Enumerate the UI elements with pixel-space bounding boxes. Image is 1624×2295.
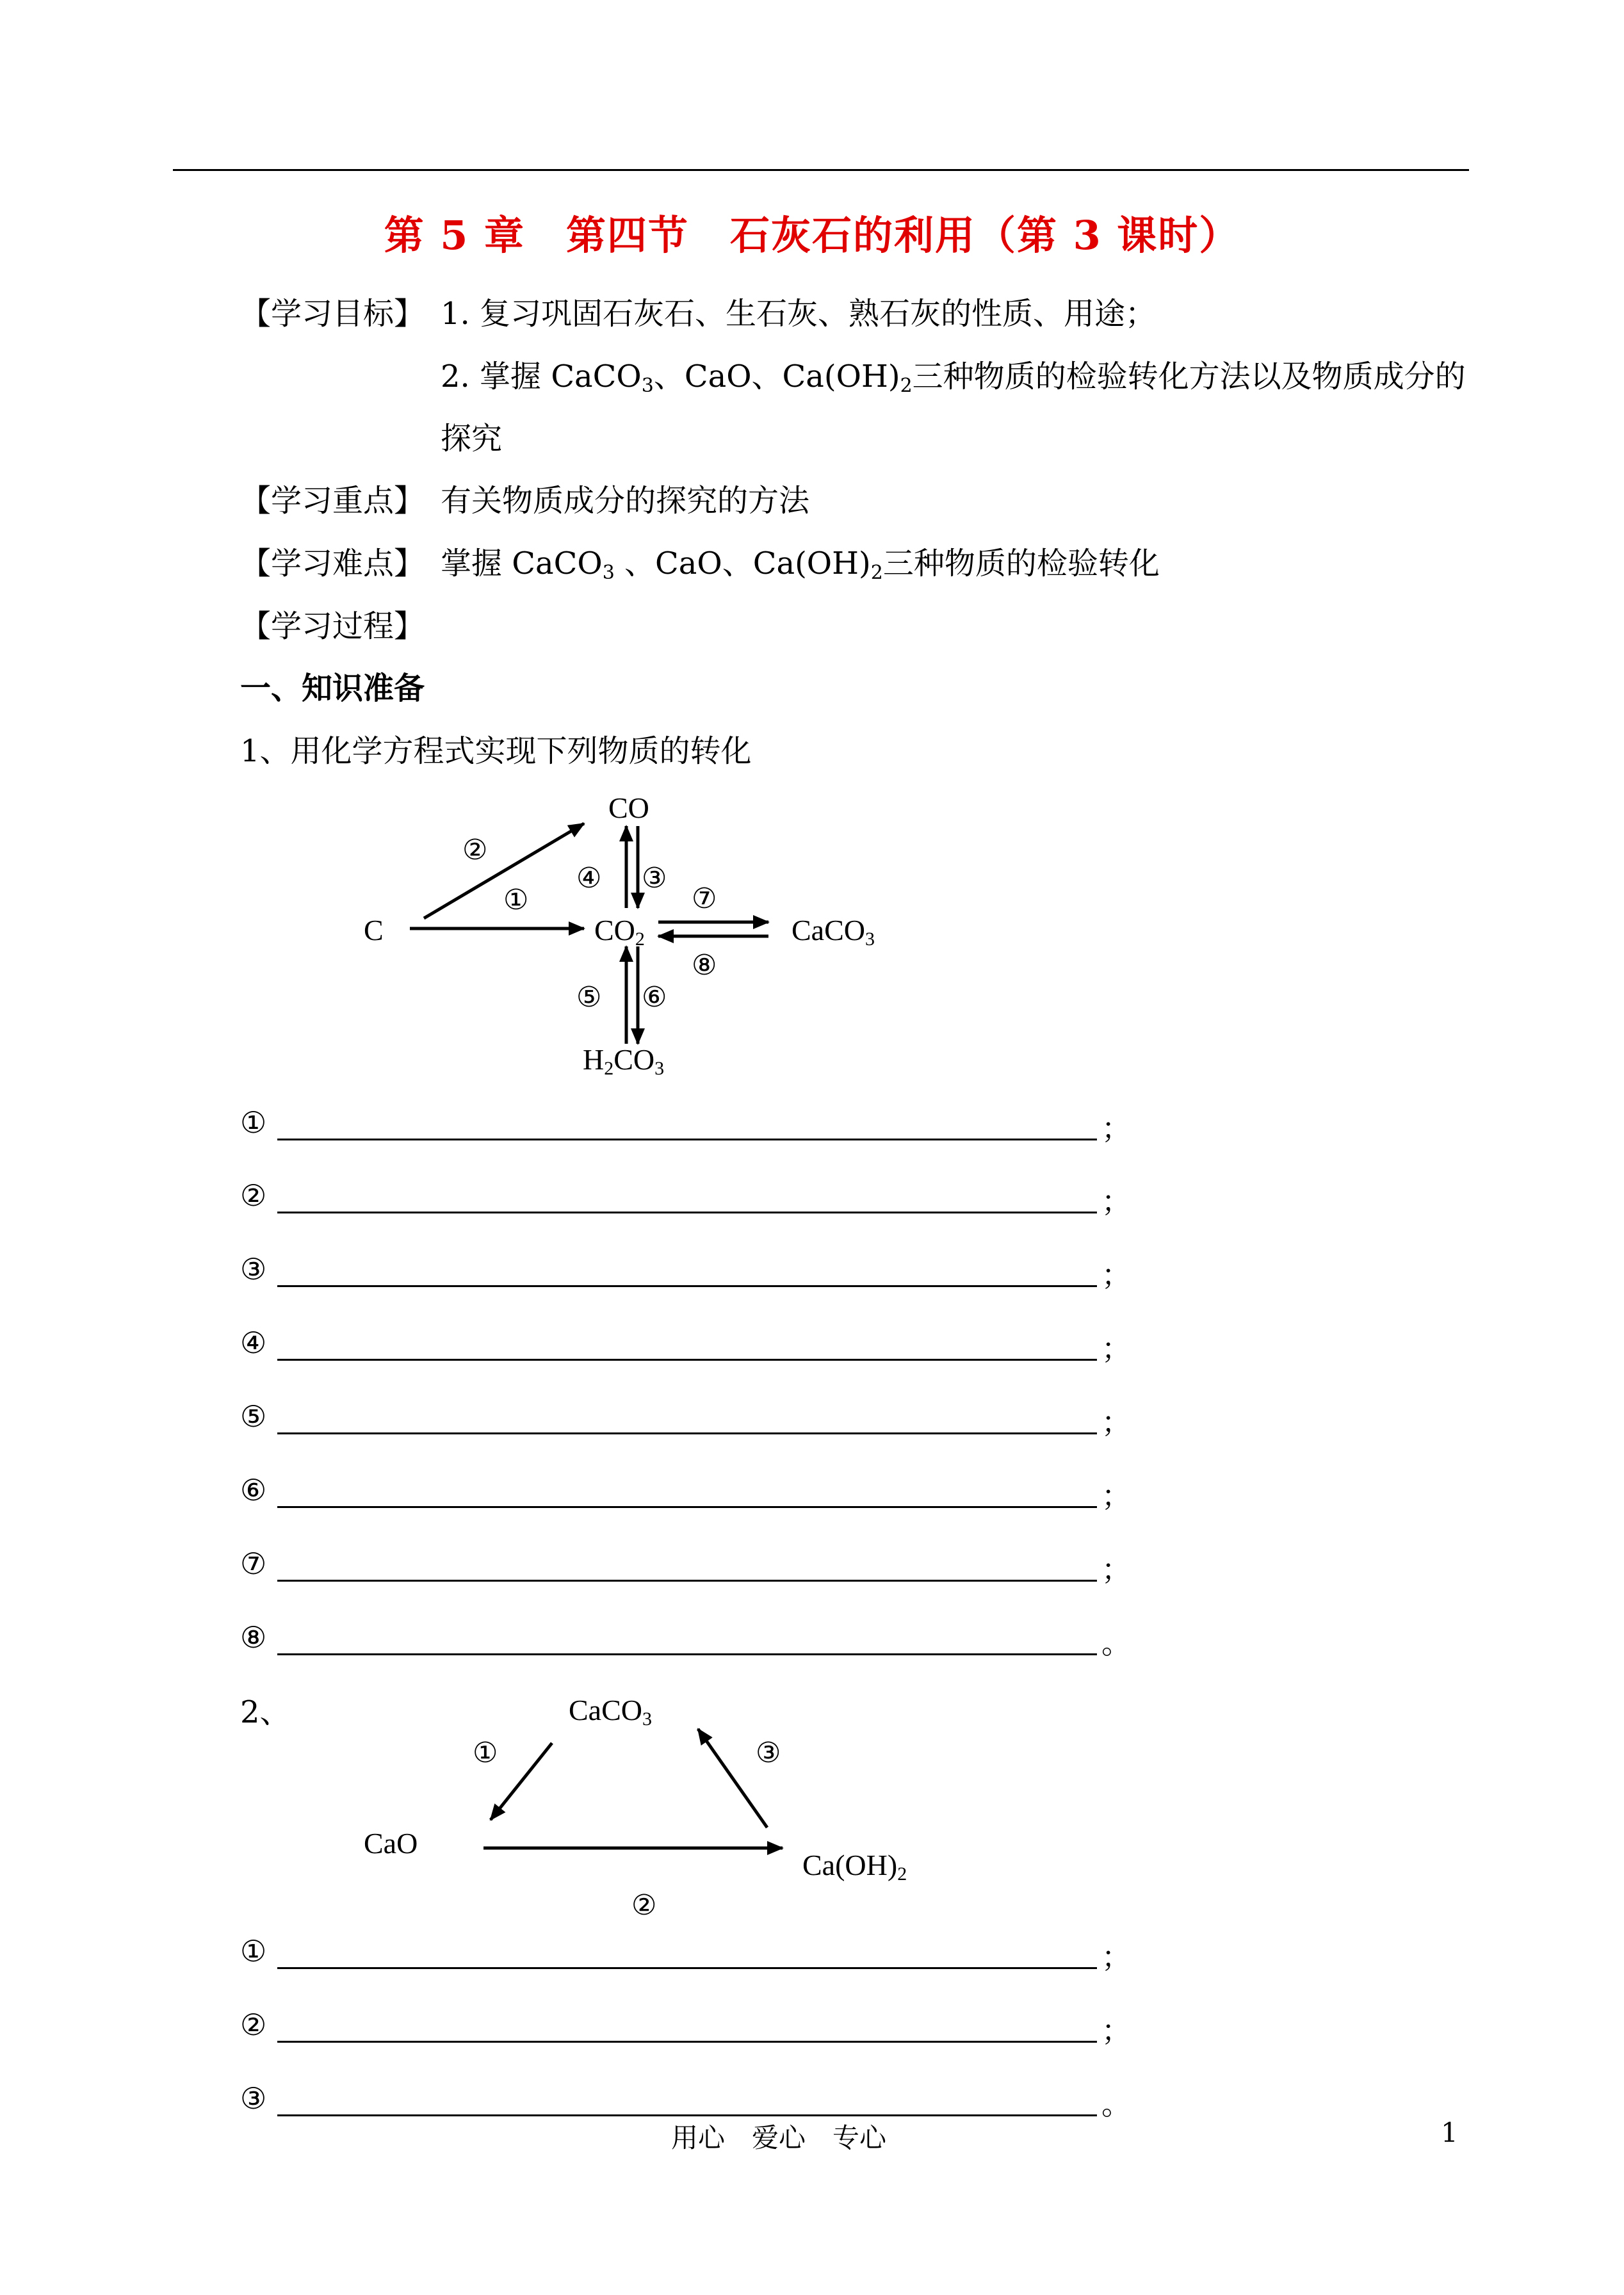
footer-motto: 用心 爱心 专心 [671,2122,887,2153]
answer-row: ② ； [240,2007,1131,2048]
arrow-q2-1-caco3-to-cao [491,1743,552,1820]
arrow-label-8: ⑧ [692,949,717,982]
page-number: 1 [1441,2117,1458,2148]
answer-row: ① ； [240,1105,1131,1146]
arrow-label-6: ⑥ [642,981,667,1014]
species-h2co3: $H_2CO_3$ [583,1043,665,1079]
arrow-label-4: ④ [576,862,602,895]
page-title: 第 5 章 第四节 石灰石的利用（第 3 课时） [384,212,1240,259]
answer-row: ⑥ ； [240,1473,1131,1513]
answer-row: ⑤ ； [240,1399,1131,1439]
q2-arrow-label-3: ③ [756,1737,781,1769]
answer-row: ④ ； [240,1326,1131,1366]
q2-species-caco3: CaCO$_3$ [569,1694,652,1730]
q2-arrow-label-2: ② [631,1889,657,1922]
objective-item-2: 2. 掌握 CaCO$_3$、CaO、$Ca(OH)_2$三种物质的检验转化方法以及物质成分的 [441,359,1466,397]
species-co2: $CO_2$ [594,914,645,950]
arrow-label-5: ⑤ [576,981,602,1014]
section-heading: 一、知识准备 [240,670,425,706]
objectives-label: 【学习目标】 [240,296,425,332]
answer-row: ⑧ 。 [240,1620,1131,1660]
difficulty-text: 掌握 CaCO$_3$ 、CaO、$Ca(OH)_2$三种物质的检验转化 [441,546,1160,584]
objective-item-1: 1. 复习巩固石灰石、生石灰、熟石灰的性质、用途； [441,296,1157,332]
question-1-prompt: 1、用化学方程式实现下列物质的转化 [240,733,752,769]
q2-species-cao: CaO [364,1827,418,1860]
arrow-label-2: ② [462,834,488,866]
species-c: C [364,914,384,946]
key-point-text: 有关物质成分的探究的方法 [441,483,810,519]
arrow-label-3: ③ [642,862,667,895]
key-point-label: 【学习重点】 [240,483,425,519]
species-caco3: CaCO$_3$ [792,914,875,950]
answer-row: ① ； [240,1934,1131,1974]
process-label: 【学习过程】 [240,608,425,644]
answer-row: ⑦ ； [240,1546,1131,1587]
answer-row: ③ ； [240,1252,1131,1292]
q2-arrow-label-1: ① [473,1737,498,1769]
question-2-prompt: 2、 [240,1694,291,1730]
arrow-label-1: ① [503,884,529,916]
answer-row: ② ； [240,1178,1131,1219]
arrow-label-7: ⑦ [692,882,717,915]
q2-species-caoh2: $Ca(OH)_2$ [802,1849,907,1885]
answer-row: ③ 。 [240,2081,1131,2121]
species-co: CO [608,791,649,824]
difficulty-label: 【学习难点】 [240,546,425,581]
objective-item-2-cont: 探究 [441,421,503,457]
